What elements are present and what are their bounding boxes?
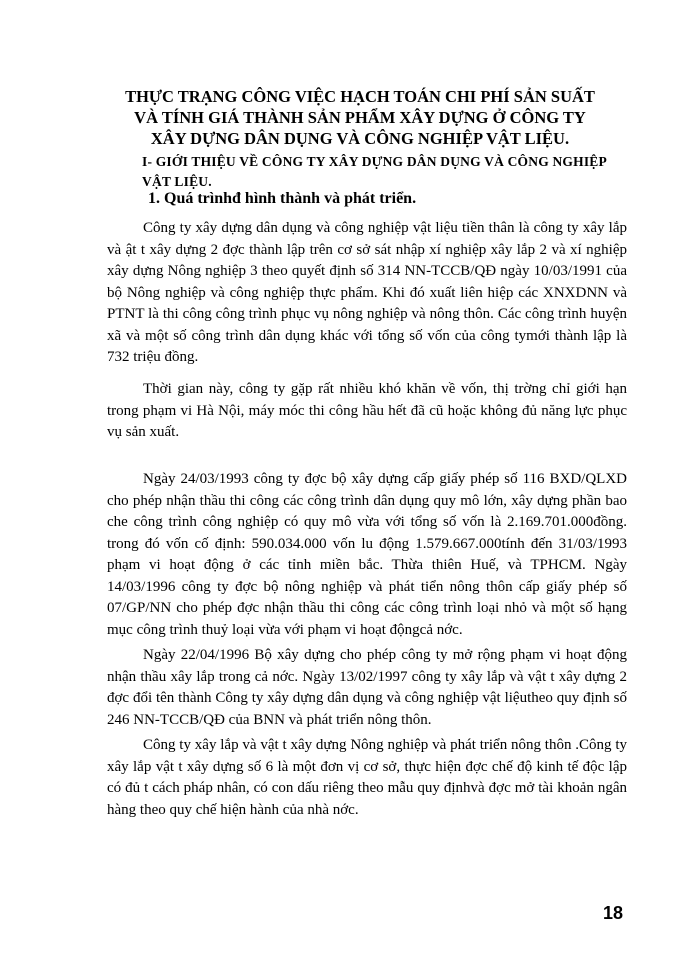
- paragraph-5: Công ty xây lắp và vật t xây dựng Nông nghiệp và phát triển nông thôn .Công ty xây lắp vật t xây dựng số 6 là một đơn vị cơ sở, thực hiện đợc chế độ kinh tế độc lập có đủ t cách pháp nhân, có con dấu riêng theo mẫu quy địnhvà đợc mở tài khoản ngân hàng theo quy chế hiện hành của nhà nớc.: [107, 737, 627, 818]
- paragraph-4: Ngày 22/04/1996 Bộ xây dựng cho phép công ty mở rộng phạm vi hoạt động nhận thầu xây lắp trong cả nớc. Ngày 13/02/1997 công ty xây lắp và vật t xây dựng 2 đợc đổi tên thành Công ty xây dựng dân dụng và công nghiệp vật liệutheo quy định số 246 NN-TCCB/QĐ của BNN và phát triển nông thôn.: [107, 647, 627, 728]
- title-line-3: XÂY DỰNG DÂN DỤNG VÀ CÔNG NGHIỆP VẬT LIỆU.: [150, 129, 570, 148]
- page-number: 18: [603, 903, 624, 923]
- document-title: [100, 86, 620, 149]
- title-line-2: VÀ TÍNH GIÁ THÀNH SẢN PHẨM XÂY DỰNG Ở CÔNG TY: [134, 108, 586, 127]
- paragraph-2: Thời gian này, công ty gặp rất nhiều khó khăn về vốn, thị trờng chỉ giới hạn trong phạm vi Hà Nội, máy móc thi công hầu hết đã cũ hoặc không đủ năng lực phục vụ sản xuất.: [107, 381, 627, 440]
- title-line-1: THỰC TRẠNG CÔNG VIỆC HẠCH TOÁN CHI PHÍ SẢN SUẤT: [125, 87, 595, 106]
- paragraph-1: Công ty xây dựng dân dụng và công nghiệp vật liệu tiền thân là công ty xây lắp và ật t xây dựng 2 đợc thành lập trên cơ sở sát nhập xí nghiệp xây lắp 2 và xí nghiệp xây dựng Nông nghiệp 3 theo quyết định số 314 NN-TCCB/QĐ ngày 10/03/1991 của bộ Nông nghiệp và công nghiệp thực phẩm. Khi đó xuất liên hiệp các XNXDNN và PTNT là thi công công trình phục vụ nông nghiệp và nông thôn. Các công trình huyện xã và một số công trình dân dụng khác với tổng số vốn của công tymới thành lập là 732 triệu đồng.: [107, 220, 627, 365]
- section-heading: I- GIỚI THIỆU VỀ CÔNG TY XÂY DỰNG DÂN DỤNG VÀ CÔNG NGHIỆP VẬT LIỆU.: [142, 154, 607, 189]
- paragraph-3: Ngày 24/03/1993 công ty đợc bộ xây dựng cấp giấy phép số 116 BXD/QLXD cho phép nhận thầu thi công các công trình dân dụng quy mô lớn, xây dựng phần bao che công trình công nghiệp có quy mô vừa với tổng số vốn là 2.169.701.000đồng. trong đó vốn cố định: 590.034.000 vốn lu động 1.579.667.000tính đến 31/03/1993 phạm vi hoạt động ở các tỉnh miền bắc. Thừa thiên Huế, và TPHCM. Ngày 14/03/1996 công ty đợc bộ nông nghiệp và phát tiển nông thôn cấp giấy phép số 07/GP/NN cho phép đợc nhận thầu thi công các công trình loại nhỏ và một số hạng mục công trình thuỷ loại vừa với phạm vi hoạt độngcả nớc.: [107, 471, 627, 638]
- subsection-heading: 1. Quá trìnhđ hình thành và phát triển.: [148, 190, 417, 207]
